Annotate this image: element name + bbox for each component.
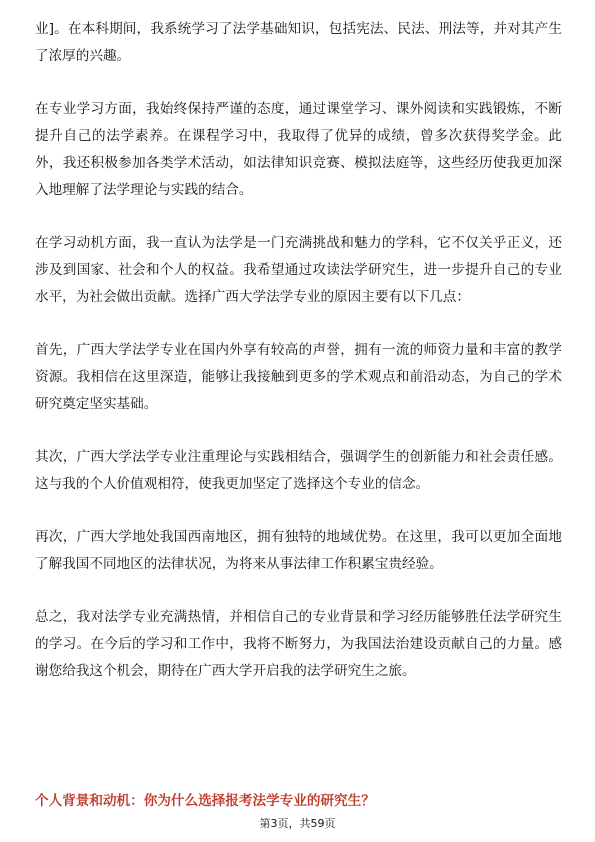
paragraph-5: 其次，广西大学法学专业注重理论与实践相结合，强调学生的创新能力和社会责任感。这与我的个人价值观相符，使我更加坚定了选择这个专业的信念。 [35, 449, 562, 492]
paragraph-6: 再次，广西大学地处我国西南地区，拥有独特的地域优势。在这里，我可以更加全面地了解我国不同地区的法律状况，为将来从事法律工作积累宝贵经验。 [35, 529, 562, 572]
paragraph-7: 总之，我对法学专业充满热情，并相信自己的专业背景和学习经历能够胜任法学研究生的学习。在今后的学习和工作中，我将不断努力，为我国法治建设贡献自己的力量。感谢您给我这个机会，期待在广西大学开启我的法学研究生之旅。 [35, 609, 562, 679]
next-question-heading: 个人背景和动机：你为什么选择报考法学专业的研究生？ [35, 793, 375, 809]
paragraph-4: 首先，广西大学法学专业在国内外享有较高的声誉，拥有一流的师资力量和丰富的教学资源。我相信在这里深造，能够让我接触到更多的学术观点和前沿动态，为自己的学术研究奠定坚实基础。 [35, 342, 562, 412]
paragraph-3: 在学习动机方面，我一直认为法学是一门充满挑战和魅力的学科，它不仅关乎正义，还涉及到国家、社会和个人的权益。我希望通过攻读法学研究生，进一步提升自己的专业水平，为社会做出贡献。选择广西大学法学专业的原因主要有以下几点： [35, 235, 562, 305]
paragraph-2: 在专业学习方面，我始终保持严谨的态度，通过课堂学习、课外阅读和实践锻炼，不断提升自己的法学素养。在课程学习中，我取得了优异的成绩，曾多次获得奖学金。此外，我还积极参加各类学术活动，如法律知识竞赛、模拟法庭等，这些经历使我更加深入地理解了法学理论与实践的结合。 [35, 101, 562, 198]
answer-body [35, 16, 562, 711]
page-number-footer: 第3页，共59页 [259, 817, 336, 830]
paragraph-1: 业]。在本科期间，我系统学习了法学基础知识，包括宪法、民法、刑法等，并对其产生了浓厚的兴趣。 [35, 21, 562, 64]
